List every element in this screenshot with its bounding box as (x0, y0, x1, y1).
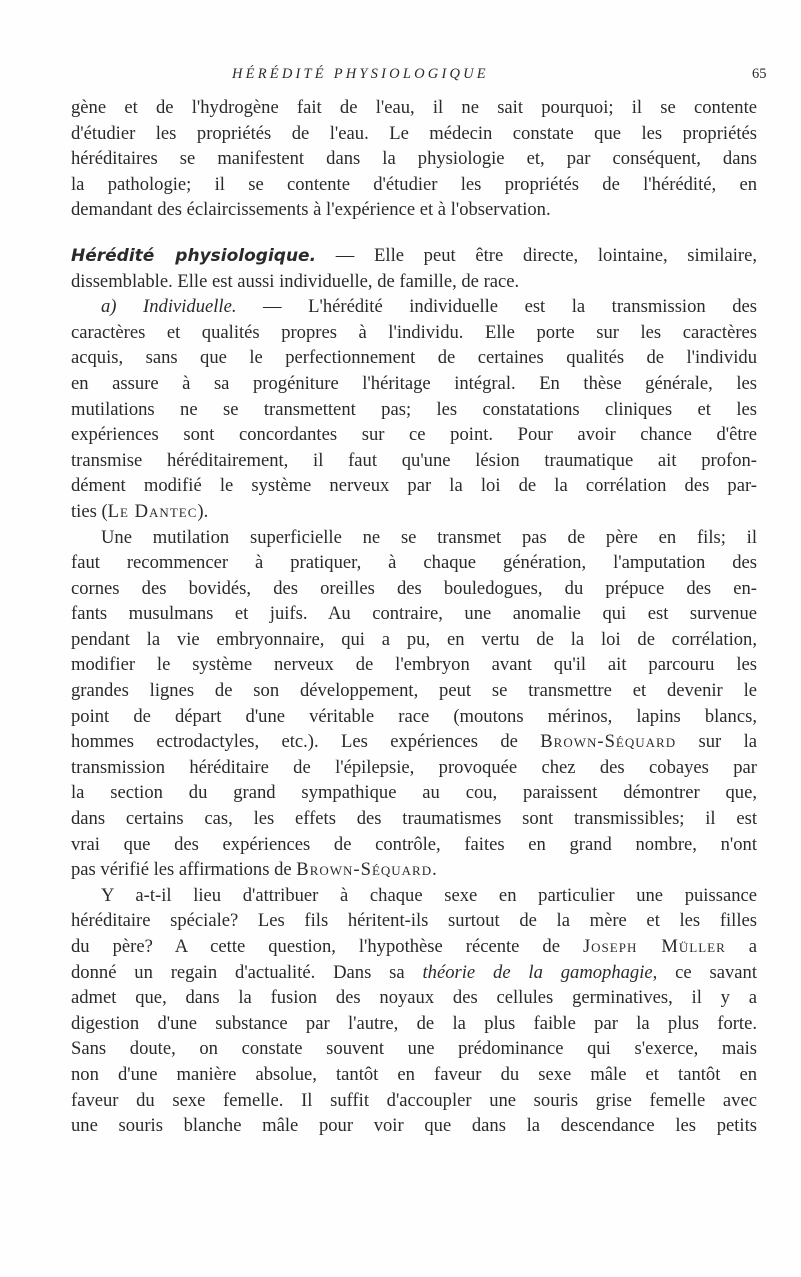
text-line: d'étudier les propriétés de l'eau. Le médecin constate que les propriétés (71, 122, 757, 144)
page-number: 65 (752, 66, 767, 82)
section-heading: Hérédité physiologique. (71, 245, 317, 266)
text-line: faveur du sexe femelle. Il suffit d'accoupler une souris grise femelle avec (71, 1089, 757, 1111)
text-fragment: — L'hérédité individuelle est la transmission des (236, 296, 757, 318)
text-line: modifier le système nerveux de l'embryon avant qu'il ait parcouru les (71, 654, 757, 676)
text-fragment: du père? A cette question, l'hypothèse récente de (71, 936, 583, 957)
text-line: point de départ d'une véritable race (moutons mérinos, lapins blancs, (71, 705, 757, 727)
text-line: dissemblable. Elle est aussi individuelle, de famille, de race. (71, 270, 520, 292)
text-fragment: a (725, 936, 757, 957)
text-line: gène et de l'hydrogène fait de l'eau, il ne sait pourquoi; il se contente (71, 97, 757, 118)
author-name: Brown-Séquard (540, 731, 677, 753)
text-line: une souris blanche mâle pour voir que dans la descendance les petits (71, 1115, 757, 1137)
text-line: demandant des éclaircissements à l'expérience et à l'observation. (71, 199, 551, 221)
text-line (71, 960, 757, 986)
text-line (71, 729, 757, 755)
text-line: en assure à sa progéniture l'héritage intégral. En thèse générale, les (71, 372, 757, 394)
text-line: admet que, dans la fusion des noyaux des cellules germinatives, il y a (71, 987, 757, 1009)
section-gap (71, 223, 757, 243)
text-line: expériences sont concordantes sur ce point. Pour avoir chance d'être (71, 424, 757, 446)
paragraph-4 (71, 525, 757, 883)
text-line (71, 294, 757, 320)
text-fragment: , ce savant (652, 961, 757, 983)
text-line: cornes des bovidés, des oreilles des bouledogues, du prépuce des en- (71, 577, 757, 599)
text-line (71, 243, 757, 269)
text-line: faut recommencer à pratiquer, à chaque génération, l'amputation des (71, 552, 757, 574)
text-line: dans certains cas, les effets des traumatismes sont transmissibles; il est (71, 808, 757, 830)
text-line (71, 857, 757, 883)
text-line: la pathologie; il se contente d'étudier les propriétés de l'hérédité, en (71, 173, 757, 195)
list-marker: a) (101, 296, 117, 318)
subsection-label: Individuelle. (143, 296, 237, 318)
text-line (71, 499, 757, 525)
text-line: fants musulmans et juifs. Au contraire, une anomalie qui est survenue (71, 603, 757, 625)
text-line: transmise héréditairement, il faut qu'une lésion traumatique ait profon- (71, 449, 757, 471)
text-fragment: . (432, 859, 437, 881)
author-name: Joseph Müller (582, 936, 726, 957)
text-line: la section du grand sympathique au cou, paraissent démontrer que, (71, 782, 757, 804)
text-line: acquis, sans que le perfectionnement de certaines qualités de l'individu (71, 347, 757, 369)
author-name: Le Dantec (107, 500, 198, 522)
body-text (71, 95, 757, 1139)
running-title: HÉRÉDITÉ PHYSIOLOGIQUE (232, 66, 489, 82)
text-line: transmission héréditaire de l'épilepsie, provoquée chez des cobayes par (71, 756, 757, 778)
text-fragment: sur la (676, 731, 757, 753)
text-fragment: ). (197, 500, 209, 522)
text-line: Une mutilation superficielle ne se transmet pas de père en fils; il (101, 526, 757, 548)
text-line: grandes lignes de son développement, peut se transmettre et devenir le (71, 680, 757, 702)
text-line: Sans doute, on constate souvent une prédominance qui s'exerce, mais (71, 1038, 757, 1060)
text-line: Y a-t-il lieu d'attribuer à chaque sexe en particulier une puissance (101, 884, 757, 906)
paragraph-5 (71, 883, 757, 1139)
text-line: digestion d'une substance par l'autre, de la plus faible par la plus forte. (71, 1012, 757, 1034)
text-line: dément modifié le système nerveux par la loi de la corrélation des par- (71, 475, 757, 497)
text-fragment: pas vérifié les affirmations de (71, 859, 297, 881)
text-line: vrai que des expériences de contrôle, faites en grand nombre, n'ont (71, 833, 757, 855)
text-line: mutilations ne se transmettent pas; les constatations cliniques et les (71, 398, 757, 420)
text-line (71, 934, 757, 960)
text-fragment: donné un regain d'actualité. Dans sa (71, 961, 423, 983)
author-name: Brown-Séquard (296, 859, 433, 881)
paragraph-1 (71, 95, 757, 223)
text-fragment: ties ( (71, 500, 108, 522)
theory-title: théorie de la gamophagie (422, 961, 653, 983)
text-line: héréditaire spéciale? Les fils héritent-ils surtout de la mère et les filles (71, 910, 757, 932)
text-fragment: — Elle peut être directe, lointaine, similaire, (316, 244, 757, 266)
text-line: pendant la vie embryonnaire, qui a pu, en vertu de la loi de corrélation, (71, 628, 757, 650)
text-line: non d'une manière absolue, tantôt en faveur du sexe mâle et tantôt en (71, 1063, 757, 1085)
text-line: caractères et qualités propres à l'individu. Elle porte sur les caractères (71, 321, 757, 343)
paragraph-3 (71, 294, 757, 524)
paragraph-2 (71, 243, 757, 294)
text-fragment: hommes ectrodactyles, etc.). Les expériences de (71, 731, 541, 753)
text-line: héréditaires se manifestent dans la physiologie et, par conséquent, dans (71, 148, 757, 170)
